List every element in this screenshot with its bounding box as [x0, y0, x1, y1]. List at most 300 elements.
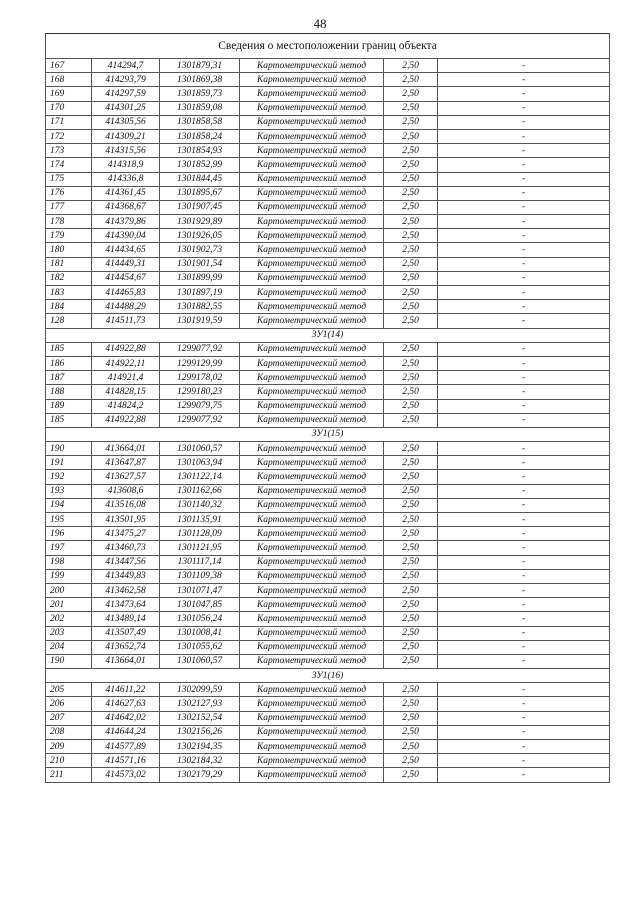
table-row: [46, 683, 610, 697]
accuracy-cell: 2,50: [384, 271, 438, 285]
description-cell: -: [438, 73, 610, 87]
y-coordinate-cell: 1301859,73: [160, 87, 240, 101]
section-label: ЗУ1(16): [46, 669, 610, 683]
x-coordinate-cell: 414824,2: [92, 399, 160, 413]
table-row: [46, 527, 610, 541]
method-cell: Картометрический метод: [240, 87, 384, 101]
method-cell: Картометрический метод: [240, 484, 384, 498]
y-coordinate-cell: 1299077,92: [160, 413, 240, 427]
accuracy-cell: 2,50: [384, 73, 438, 87]
y-coordinate-cell: 1301055,62: [160, 640, 240, 654]
description-cell: -: [438, 626, 610, 640]
description-cell: -: [438, 527, 610, 541]
table-row: [46, 87, 610, 101]
point-number-cell: 201: [46, 598, 92, 612]
y-coordinate-cell: 1302194,35: [160, 740, 240, 754]
description-cell: -: [438, 215, 610, 229]
x-coordinate-cell: 413462,58: [92, 583, 160, 597]
description-cell: -: [438, 144, 610, 158]
accuracy-cell: 2,50: [384, 498, 438, 512]
section-label: ЗУ1(14): [46, 328, 610, 342]
point-number-cell: 189: [46, 399, 92, 413]
description-cell: -: [438, 740, 610, 754]
point-number-cell: 128: [46, 314, 92, 328]
x-coordinate-cell: 414449,31: [92, 257, 160, 271]
table-row: [46, 626, 610, 640]
table-row: [46, 356, 610, 370]
method-cell: Картометрический метод: [240, 314, 384, 328]
method-cell: Картометрический метод: [240, 229, 384, 243]
method-cell: Картометрический метод: [240, 342, 384, 356]
description-cell: -: [438, 371, 610, 385]
y-coordinate-cell: 1301919,59: [160, 314, 240, 328]
y-coordinate-cell: 1301162,66: [160, 484, 240, 498]
table-row: [46, 286, 610, 300]
method-cell: Картометрический метод: [240, 371, 384, 385]
method-cell: Картометрический метод: [240, 583, 384, 597]
table-row: [46, 342, 610, 356]
method-cell: Картометрический метод: [240, 754, 384, 768]
section-header-row: [46, 328, 610, 342]
accuracy-cell: 2,50: [384, 356, 438, 370]
description-cell: -: [438, 569, 610, 583]
table-row: [46, 385, 610, 399]
x-coordinate-cell: 414922,11: [92, 356, 160, 370]
method-cell: Картометрический метод: [240, 456, 384, 470]
y-coordinate-cell: 1301071,47: [160, 583, 240, 597]
accuracy-cell: 2,50: [384, 101, 438, 115]
method-cell: Картометрический метод: [240, 626, 384, 640]
y-coordinate-cell: 1301899,99: [160, 271, 240, 285]
point-number-cell: 195: [46, 513, 92, 527]
accuracy-cell: 2,50: [384, 257, 438, 271]
x-coordinate-cell: 414361,45: [92, 186, 160, 200]
y-coordinate-cell: 1301907,45: [160, 200, 240, 214]
point-number-cell: 177: [46, 200, 92, 214]
description-cell: -: [438, 300, 610, 314]
table-row: [46, 144, 610, 158]
method-cell: Картометрический метод: [240, 740, 384, 754]
accuracy-cell: 2,50: [384, 371, 438, 385]
description-cell: -: [438, 711, 610, 725]
accuracy-cell: 2,50: [384, 115, 438, 129]
y-coordinate-cell: 1301895,67: [160, 186, 240, 200]
accuracy-cell: 2,50: [384, 683, 438, 697]
table-row: [46, 711, 610, 725]
table-row: [46, 243, 610, 257]
x-coordinate-cell: 413473,64: [92, 598, 160, 612]
accuracy-cell: 2,50: [384, 399, 438, 413]
description-cell: -: [438, 768, 610, 782]
y-coordinate-cell: 1301109,38: [160, 569, 240, 583]
point-number-cell: 187: [46, 371, 92, 385]
point-number-cell: 175: [46, 172, 92, 186]
method-cell: Картометрический метод: [240, 598, 384, 612]
method-cell: Картометрический метод: [240, 640, 384, 654]
point-number-cell: 190: [46, 654, 92, 668]
accuracy-cell: 2,50: [384, 654, 438, 668]
point-number-cell: 182: [46, 271, 92, 285]
accuracy-cell: 2,50: [384, 286, 438, 300]
method-cell: Картометрический метод: [240, 555, 384, 569]
x-coordinate-cell: 414390,04: [92, 229, 160, 243]
point-number-cell: 172: [46, 129, 92, 143]
boundary-coordinates-table: [45, 33, 610, 783]
accuracy-cell: 2,50: [384, 527, 438, 541]
x-coordinate-cell: 414922,88: [92, 413, 160, 427]
description-cell: -: [438, 555, 610, 569]
x-coordinate-cell: 414309,21: [92, 129, 160, 143]
table-row: [46, 73, 610, 87]
x-coordinate-cell: 413449,83: [92, 569, 160, 583]
x-coordinate-cell: 414644,24: [92, 725, 160, 739]
point-number-cell: 184: [46, 300, 92, 314]
method-cell: Картометрический метод: [240, 768, 384, 782]
method-cell: Картометрический метод: [240, 129, 384, 143]
x-coordinate-cell: 413664,01: [92, 442, 160, 456]
method-cell: Картометрический метод: [240, 101, 384, 115]
y-coordinate-cell: 1299180,23: [160, 385, 240, 399]
table-row: [46, 484, 610, 498]
method-cell: Картометрический метод: [240, 356, 384, 370]
description-cell: -: [438, 513, 610, 527]
description-cell: -: [438, 598, 610, 612]
accuracy-cell: 2,50: [384, 456, 438, 470]
x-coordinate-cell: 414571,16: [92, 754, 160, 768]
accuracy-cell: 2,50: [384, 484, 438, 498]
x-coordinate-cell: 413501,95: [92, 513, 160, 527]
y-coordinate-cell: 1301063,94: [160, 456, 240, 470]
point-number-cell: 180: [46, 243, 92, 257]
point-number-cell: 198: [46, 555, 92, 569]
table-title: Сведения о местоположении границ объекта: [46, 34, 610, 59]
description-cell: -: [438, 59, 610, 73]
x-coordinate-cell: 413516,08: [92, 498, 160, 512]
accuracy-cell: 2,50: [384, 243, 438, 257]
y-coordinate-cell: 1302152,54: [160, 711, 240, 725]
y-coordinate-cell: 1302156,26: [160, 725, 240, 739]
description-cell: -: [438, 399, 610, 413]
accuracy-cell: 2,50: [384, 598, 438, 612]
method-cell: Картометрический метод: [240, 172, 384, 186]
x-coordinate-cell: 413489,14: [92, 612, 160, 626]
y-coordinate-cell: 1301060,57: [160, 654, 240, 668]
method-cell: Картометрический метод: [240, 654, 384, 668]
table-row: [46, 583, 610, 597]
accuracy-cell: 2,50: [384, 470, 438, 484]
x-coordinate-cell: 414318,9: [92, 158, 160, 172]
table-row: [46, 200, 610, 214]
table-row: [46, 399, 610, 413]
method-cell: Картометрический метод: [240, 413, 384, 427]
table-row: [46, 654, 610, 668]
table-row: [46, 513, 610, 527]
accuracy-cell: 2,50: [384, 740, 438, 754]
point-number-cell: 193: [46, 484, 92, 498]
point-number-cell: 173: [46, 144, 92, 158]
y-coordinate-cell: 1299077,92: [160, 342, 240, 356]
accuracy-cell: 2,50: [384, 513, 438, 527]
table-row: [46, 470, 610, 484]
x-coordinate-cell: 414305,56: [92, 115, 160, 129]
method-cell: Картометрический метод: [240, 541, 384, 555]
point-number-cell: 188: [46, 385, 92, 399]
accuracy-cell: 2,50: [384, 612, 438, 626]
method-cell: Картометрический метод: [240, 158, 384, 172]
table-row: [46, 101, 610, 115]
y-coordinate-cell: 1301121,95: [160, 541, 240, 555]
x-coordinate-cell: 414434,65: [92, 243, 160, 257]
table-row: [46, 725, 610, 739]
description-cell: -: [438, 243, 610, 257]
method-cell: Картометрический метод: [240, 286, 384, 300]
description-cell: -: [438, 286, 610, 300]
accuracy-cell: 2,50: [384, 555, 438, 569]
description-cell: -: [438, 200, 610, 214]
table-row: [46, 413, 610, 427]
point-number-cell: 181: [46, 257, 92, 271]
y-coordinate-cell: 1301897,19: [160, 286, 240, 300]
x-coordinate-cell: 414488,29: [92, 300, 160, 314]
point-number-cell: 207: [46, 711, 92, 725]
table-row: [46, 498, 610, 512]
y-coordinate-cell: 1301117,14: [160, 555, 240, 569]
x-coordinate-cell: 413627,57: [92, 470, 160, 484]
method-cell: Картометрический метод: [240, 271, 384, 285]
table-row: [46, 314, 610, 328]
point-number-cell: 185: [46, 342, 92, 356]
description-cell: -: [438, 654, 610, 668]
accuracy-cell: 2,50: [384, 186, 438, 200]
description-cell: -: [438, 129, 610, 143]
accuracy-cell: 2,50: [384, 754, 438, 768]
x-coordinate-cell: 414379,86: [92, 215, 160, 229]
method-cell: Картометрический метод: [240, 498, 384, 512]
y-coordinate-cell: 1301901,54: [160, 257, 240, 271]
method-cell: Картометрический метод: [240, 399, 384, 413]
table-row: [46, 598, 610, 612]
point-number-cell: 197: [46, 541, 92, 555]
point-number-cell: 167: [46, 59, 92, 73]
point-number-cell: 194: [46, 498, 92, 512]
point-number-cell: 203: [46, 626, 92, 640]
description-cell: -: [438, 612, 610, 626]
accuracy-cell: 2,50: [384, 300, 438, 314]
y-coordinate-cell: 1301902,73: [160, 243, 240, 257]
description-cell: -: [438, 470, 610, 484]
accuracy-cell: 2,50: [384, 569, 438, 583]
table-row: [46, 371, 610, 385]
accuracy-cell: 2,50: [384, 229, 438, 243]
description-cell: -: [438, 356, 610, 370]
y-coordinate-cell: 1302127,93: [160, 697, 240, 711]
x-coordinate-cell: 413475,27: [92, 527, 160, 541]
table-row: [46, 115, 610, 129]
x-coordinate-cell: 414368,67: [92, 200, 160, 214]
accuracy-cell: 2,50: [384, 413, 438, 427]
x-coordinate-cell: 414297,59: [92, 87, 160, 101]
section-label: ЗУ1(15): [46, 427, 610, 441]
method-cell: Картометрический метод: [240, 569, 384, 583]
x-coordinate-cell: 414573,02: [92, 768, 160, 782]
description-cell: -: [438, 541, 610, 555]
table-row: [46, 612, 610, 626]
point-number-cell: 186: [46, 356, 92, 370]
method-cell: Картометрический метод: [240, 470, 384, 484]
x-coordinate-cell: 413664,01: [92, 654, 160, 668]
y-coordinate-cell: 1301929,89: [160, 215, 240, 229]
point-number-cell: 210: [46, 754, 92, 768]
table-row: [46, 442, 610, 456]
method-cell: Картометрический метод: [240, 442, 384, 456]
x-coordinate-cell: 413652,74: [92, 640, 160, 654]
y-coordinate-cell: 1301056,24: [160, 612, 240, 626]
point-number-cell: 204: [46, 640, 92, 654]
accuracy-cell: 2,50: [384, 626, 438, 640]
point-number-cell: 191: [46, 456, 92, 470]
y-coordinate-cell: 1301844,45: [160, 172, 240, 186]
x-coordinate-cell: 414828,15: [92, 385, 160, 399]
y-coordinate-cell: 1301869,38: [160, 73, 240, 87]
accuracy-cell: 2,50: [384, 87, 438, 101]
point-number-cell: 211: [46, 768, 92, 782]
x-coordinate-cell: 414315,56: [92, 144, 160, 158]
table-row: [46, 768, 610, 782]
description-cell: -: [438, 172, 610, 186]
point-number-cell: 176: [46, 186, 92, 200]
table-row: [46, 229, 610, 243]
y-coordinate-cell: 1301122,14: [160, 470, 240, 484]
accuracy-cell: 2,50: [384, 541, 438, 555]
x-coordinate-cell: 414294,7: [92, 59, 160, 73]
point-number-cell: 209: [46, 740, 92, 754]
x-coordinate-cell: 413460,73: [92, 541, 160, 555]
x-coordinate-cell: 414921,4: [92, 371, 160, 385]
accuracy-cell: 2,50: [384, 172, 438, 186]
description-cell: -: [438, 385, 610, 399]
y-coordinate-cell: 1301858,58: [160, 115, 240, 129]
y-coordinate-cell: 1299079,75: [160, 399, 240, 413]
description-cell: -: [438, 87, 610, 101]
y-coordinate-cell: 1301128,09: [160, 527, 240, 541]
table-row: [46, 186, 610, 200]
description-cell: -: [438, 186, 610, 200]
y-coordinate-cell: 1301926,05: [160, 229, 240, 243]
method-cell: Картометрический метод: [240, 612, 384, 626]
description-cell: -: [438, 229, 610, 243]
y-coordinate-cell: 1301852,99: [160, 158, 240, 172]
table-row: [46, 754, 610, 768]
method-cell: Картометрический метод: [240, 385, 384, 399]
description-cell: -: [438, 271, 610, 285]
accuracy-cell: 2,50: [384, 129, 438, 143]
description-cell: -: [438, 314, 610, 328]
accuracy-cell: 2,50: [384, 725, 438, 739]
method-cell: Картометрический метод: [240, 243, 384, 257]
y-coordinate-cell: 1301879,31: [160, 59, 240, 73]
description-cell: -: [438, 754, 610, 768]
method-cell: Картометрический метод: [240, 697, 384, 711]
point-number-cell: 168: [46, 73, 92, 87]
y-coordinate-cell: 1301140,32: [160, 498, 240, 512]
description-cell: -: [438, 484, 610, 498]
method-cell: Картометрический метод: [240, 200, 384, 214]
accuracy-cell: 2,50: [384, 583, 438, 597]
point-number-cell: 185: [46, 413, 92, 427]
method-cell: Картометрический метод: [240, 73, 384, 87]
point-number-cell: 205: [46, 683, 92, 697]
method-cell: Картометрический метод: [240, 59, 384, 73]
table-row: [46, 215, 610, 229]
accuracy-cell: 2,50: [384, 314, 438, 328]
x-coordinate-cell: 413608,6: [92, 484, 160, 498]
table-row: [46, 640, 610, 654]
x-coordinate-cell: 414293,79: [92, 73, 160, 87]
point-number-cell: 196: [46, 527, 92, 541]
y-coordinate-cell: 1301008,41: [160, 626, 240, 640]
y-coordinate-cell: 1301882,55: [160, 300, 240, 314]
y-coordinate-cell: 1299129,99: [160, 356, 240, 370]
description-cell: -: [438, 257, 610, 271]
x-coordinate-cell: 414301,25: [92, 101, 160, 115]
section-header-row: [46, 669, 610, 683]
table-row: [46, 456, 610, 470]
x-coordinate-cell: 414511,73: [92, 314, 160, 328]
description-cell: -: [438, 101, 610, 115]
description-cell: -: [438, 640, 610, 654]
accuracy-cell: 2,50: [384, 59, 438, 73]
accuracy-cell: 2,50: [384, 442, 438, 456]
method-cell: Картометрический метод: [240, 683, 384, 697]
x-coordinate-cell: 414611,22: [92, 683, 160, 697]
point-number-cell: 192: [46, 470, 92, 484]
accuracy-cell: 2,50: [384, 144, 438, 158]
method-cell: Картометрический метод: [240, 215, 384, 229]
table-header-row: [46, 34, 610, 59]
accuracy-cell: 2,50: [384, 697, 438, 711]
point-number-cell: 174: [46, 158, 92, 172]
method-cell: Картометрический метод: [240, 725, 384, 739]
accuracy-cell: 2,50: [384, 640, 438, 654]
page-number: 48: [313, 16, 327, 31]
method-cell: Картометрический метод: [240, 186, 384, 200]
table-row: [46, 172, 610, 186]
x-coordinate-cell: 413647,87: [92, 456, 160, 470]
method-cell: Картометрический метод: [240, 115, 384, 129]
accuracy-cell: 2,50: [384, 385, 438, 399]
table-row: [46, 697, 610, 711]
table-row: [46, 158, 610, 172]
accuracy-cell: 2,50: [384, 768, 438, 782]
method-cell: Картометрический метод: [240, 711, 384, 725]
section-header-row: [46, 427, 610, 441]
y-coordinate-cell: 1302179,29: [160, 768, 240, 782]
description-cell: -: [438, 456, 610, 470]
description-cell: -: [438, 725, 610, 739]
point-number-cell: 200: [46, 583, 92, 597]
y-coordinate-cell: 1299178,02: [160, 371, 240, 385]
table-row: [46, 129, 610, 143]
x-coordinate-cell: 414336,8: [92, 172, 160, 186]
point-number-cell: 179: [46, 229, 92, 243]
accuracy-cell: 2,50: [384, 342, 438, 356]
x-coordinate-cell: 414642,02: [92, 711, 160, 725]
y-coordinate-cell: 1301859,08: [160, 101, 240, 115]
description-cell: -: [438, 158, 610, 172]
x-coordinate-cell: 413447,56: [92, 555, 160, 569]
y-coordinate-cell: 1302099,59: [160, 683, 240, 697]
x-coordinate-cell: 414454,67: [92, 271, 160, 285]
